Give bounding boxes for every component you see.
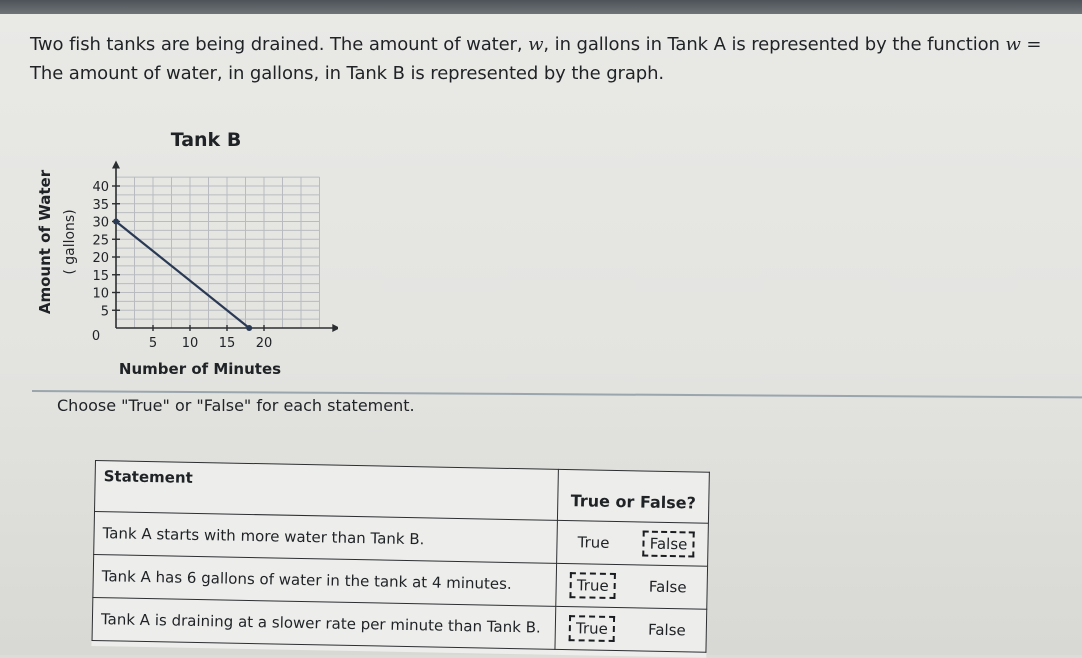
variable-w: w xyxy=(528,34,544,55)
header-statement: Statement xyxy=(95,461,559,521)
y-axis-label: Amount of Water xyxy=(36,169,54,315)
problem-text-line-2: The amount of water, in gallons, in Tank B is represented by the graph. xyxy=(30,63,665,84)
function-expression: w = xyxy=(1005,34,1042,55)
y-tick-label: 10 xyxy=(92,286,109,302)
tank-b-chart xyxy=(28,112,338,382)
chart-grid xyxy=(116,177,320,328)
false-option[interactable]: False xyxy=(648,577,687,597)
y-tick-label: 15 xyxy=(92,268,109,284)
y-axis-unit-label: ( gallons) xyxy=(62,209,78,275)
choice-cell xyxy=(556,563,708,609)
window-top-bar xyxy=(0,0,1082,14)
statement-cell: Tank A starts with more water than Tank B. xyxy=(94,512,558,564)
true-false-table xyxy=(92,460,710,653)
choice-cell xyxy=(557,520,709,566)
tank-b-graph xyxy=(28,112,338,382)
x-tick-label: 15 xyxy=(218,336,236,351)
choice-cell xyxy=(555,606,707,652)
series-point xyxy=(246,325,252,331)
true-option[interactable]: True xyxy=(570,572,616,599)
statement-cell: Tank A is draining at a slower rate per minute than Tank B. xyxy=(92,597,556,649)
x-axis-arrow xyxy=(332,324,338,332)
origin-label: 0 xyxy=(91,329,101,344)
y-tick-label: 35 xyxy=(92,197,109,213)
y-tick-label: 20 xyxy=(92,251,109,266)
header-true-or-false: True or False? xyxy=(557,469,709,523)
false-option[interactable]: False xyxy=(642,531,694,558)
x-tick-label: 10 xyxy=(181,336,199,351)
problem-text-suffix: , in gallons in Tank A is represented by the function xyxy=(543,34,1006,55)
true-option[interactable]: True xyxy=(577,533,610,552)
false-option[interactable]: False xyxy=(647,620,686,640)
true-false-table-container xyxy=(91,460,709,658)
series-point xyxy=(113,219,119,225)
y-axis-arrow xyxy=(112,160,120,168)
y-tick-label: 30 xyxy=(92,215,109,231)
chart-title: Tank B xyxy=(170,129,242,151)
y-tick-label: 5 xyxy=(100,304,109,320)
statement-cell: Tank A has 6 gallons of water in the tank at 4 minutes. xyxy=(93,554,557,606)
x-axis-label: Number of Minutes xyxy=(118,360,282,378)
true-option[interactable]: True xyxy=(569,615,615,642)
question-page xyxy=(0,14,1082,655)
y-tick-label: 40 xyxy=(92,180,109,195)
x-tick-label: 20 xyxy=(255,336,273,351)
instruction-text: Choose "True" or "False" for each statement. xyxy=(57,396,415,415)
y-tick-label: 25 xyxy=(92,233,109,249)
problem-text-line-1 xyxy=(30,34,1041,55)
x-tick-label: 5 xyxy=(148,336,158,351)
problem-text-prefix: Two fish tanks are being drained. The amount of water, xyxy=(30,34,529,55)
